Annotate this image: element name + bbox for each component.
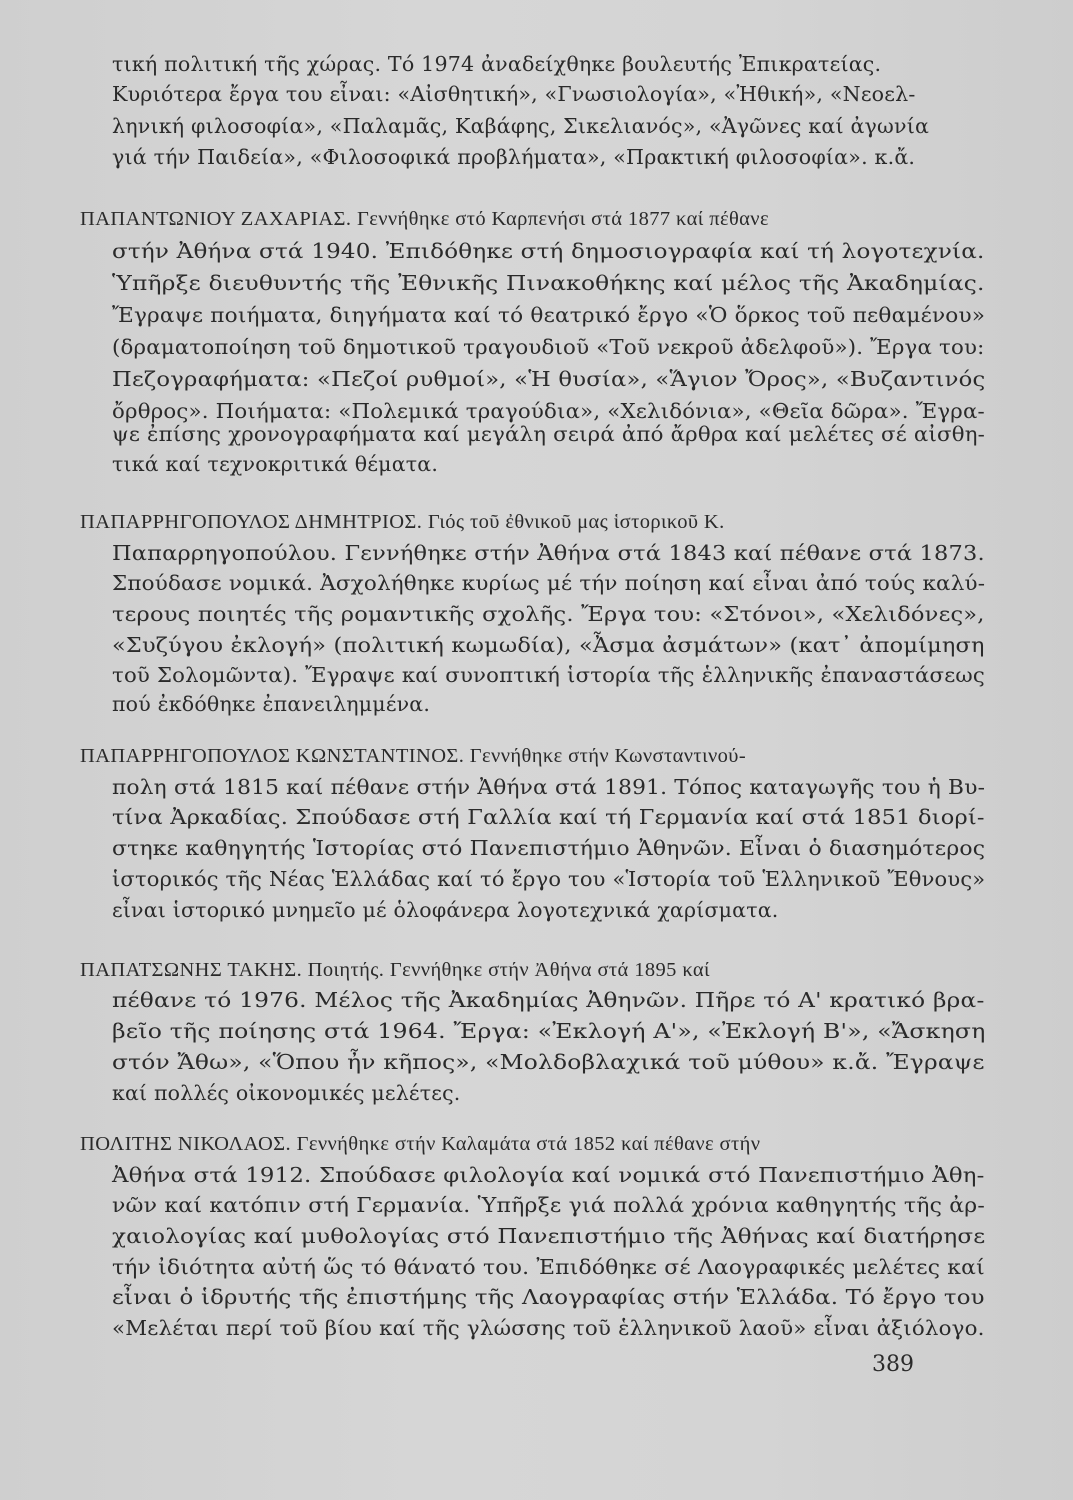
text-line: Παπαρρηγοπούλου. Γεννήθηκε στήν Ἀθήνα στά 1843 καί πέθανε στά 1873.	[112, 541, 985, 565]
text-line: πού ἐκδόθηκε ἐπανειλημμένα.	[112, 692, 431, 716]
entry-heading-line: ΠΑΠΑΡΡΗΓΟΠΟΥΛΟΣ ΚΩΝΣΤΑΝΤΙΝΟΣ. Γεννήθηκε στήν Κωνσταντινού-	[80, 745, 747, 767]
text-line: (δραματοποίηση τοῦ δημοτικοῦ τραγουδιοῦ «Τοῦ νεκροῦ ἀδελφοῦ»). Ἔργα του:	[112, 335, 985, 359]
text-line: τικά καί τεχνοκριτικά θέματα.	[112, 452, 439, 476]
text-line: εἶναι ὁ ἱδρυτής τῆς ἐπιστήμης τῆς Λαογραφίας στήν Ἑλλάδα. Τό ἔργο του	[112, 1285, 985, 1309]
text-line: «Μελέται περί τοῦ βίου καί τῆς γλώσσης τοῦ ἑλληνικοῦ λαοῦ» εἶναι ἀξιόλογο.	[112, 1316, 985, 1340]
text-line: ἱστορικός τῆς Νέας Ἑλλάδας καί τό ἔργο του «Ἱστορία τοῦ Ἑλληνικοῦ Ἔθνους»	[112, 867, 986, 891]
text-line: στήν Ἀθήνα στά 1940. Ἐπιδόθηκε στή δημοσιογραφία καί τή λογοτεχνία.	[112, 239, 985, 263]
text-line: χαιολογίας καί μυθολογίας στό Πανεπιστήμιο τῆς Ἀθήνας καί διατήρησε	[112, 1224, 986, 1248]
text-line: Κυριότερα ἔργα του εἶναι: «Αἰσθητική», «Γνωσιολογία», «Ἠθική», «Νεοελ-	[112, 82, 916, 106]
text-line: Σπούδασε νομικά. Ἀσχολήθηκε κυρίως μέ τήν ποίηση καί εἶναι ἀπό τούς καλύ-	[112, 571, 986, 595]
entry-heading-line: ΠΑΠΑΤΣΩΝΗΣ ΤΑΚΗΣ. Ποιητής. Γεννήθηκε στήν Ἀθήνα στά 1895 καί	[80, 959, 710, 981]
text-line: τήν ἰδιότητα αὐτή ὥς τό θάνατό του. Ἐπιδόθηκε σέ Λαογραφικές μελέτες καί	[112, 1255, 985, 1279]
text-line: Ὑπῆρξε διευθυντής τῆς Ἐθνικῆς Πινακοθήκης καί μέλος τῆς Ἀκαδημίας.	[112, 271, 985, 295]
text-line: πολη στά 1815 καί πέθανε στήν Ἀθήνα στά 1891. Τόπος καταγωγῆς του ἡ Βυ-	[112, 775, 986, 799]
text-line: τοῦ Σολομῶντα). Ἔγραψε καί συνοπτική ἱστορία τῆς ἑλληνικῆς ἐπαναστάσεως	[112, 663, 986, 687]
text-line: ληνική φιλοσοφία», «Παλαμᾶς, Καβάφης, Σικελιανός», «Ἀγῶνες καί ἀγωνία	[112, 114, 930, 138]
text-line: εἶναι ἱστορικό μνημεῖο μέ ὁλοφάνερα λογοτεχνικά χαρίσματα.	[112, 898, 779, 922]
entry-heading-line: ΠΑΠΑΡΡΗΓΟΠΟΥΛΟΣ ΔΗΜΗΤΡΙΟΣ. Γιός τοῦ ἐθνικοῦ μας ἱστορικοῦ Κ.	[80, 511, 725, 533]
text-line: τερους ποιητές τῆς ρομαντικῆς σχολῆς. Ἔργα του: «Στόνοι», «Χελιδόνες»,	[112, 602, 985, 626]
text-line: Ἔγραψε ποιήματα, διηγήματα καί τό θεατρικό ἔργο «Ὁ ὅρκος τοῦ πεθαμένου»	[112, 303, 986, 327]
text-line: στόν Ἄθω», «Ὅπου ἦν κῆπος», «Μολδοβλαχικά τοῦ μύθου» κ.ἄ. Ἔγραψε	[112, 1050, 985, 1074]
text-line: Ἀθήνα στά 1912. Σπούδασε φιλολογία καί νομικά στό Πανεπιστήμιο Ἀθη-	[112, 1163, 985, 1187]
text-line: στηκε καθηγητής Ἱστορίας στό Πανεπιστήμιο Ἀθηνῶν. Εἶναι ὁ διασημότερος	[112, 836, 986, 860]
text-line: τίνα Ἀρκαδίας. Σπούδασε στή Γαλλία καί τή Γερμανία καί στά 1851 διορί-	[112, 805, 985, 829]
entry-heading-line: ΠΟΛΙΤΗΣ ΝΙΚΟΛΑΟΣ. Γεννήθηκε στήν Καλαμάτα στά 1852 καί πέθανε στήν	[80, 1133, 761, 1155]
text-line: ψε ἐπίσης χρονογραφήματα καί μεγάλη σειρά ἀπό ἄρθρα καί μελέτες σέ αἰσθη-	[112, 422, 986, 446]
text-line: τική πολιτική τῆς χώρας. Τό 1974 ἀναδείχθηκε βουλευτής Ἐπικρατείας.	[112, 52, 882, 76]
text-line: νῶν καί κατόπιν στή Γερμανία. Ὑπῆρξε γιά πολλά χρόνια καθηγητής τῆς ἀρ-	[112, 1193, 986, 1217]
text-line: πέθανε τό 1976. Μέλος τῆς Ἀκαδημίας Ἀθηνῶν. Πῆρε τό Α' κρατικό βρα-	[112, 988, 985, 1012]
text-line: γιά τήν Παιδεία», «Φιλοσοφικά προβλήματα», «Πρακτική φιλοσοφία». κ.ἄ.	[112, 145, 916, 169]
text-line: καί πολλές οἰκονομικές μελέτες.	[112, 1081, 461, 1105]
text-line: Πεζογραφήματα: «Πεζοί ρυθμοί», «Ἡ θυσία», «Ἅγιον Ὄρος», «Βυζαντινός	[112, 367, 986, 391]
text-line: βεῖο τῆς ποίησης στά 1964. Ἔργα: «Ἐκλογή Α'», «Ἐκλογή Β'», «Ἄσκηση	[112, 1019, 986, 1043]
text-line: ὄρθρος». Ποιήματα: «Πολεμικά τραγούδια», «Χελιδόνια», «Θεῖα δῶρα». Ἔγρα-	[112, 399, 985, 423]
text-line: «Συζύγου ἐκλογή» (πολιτική κωμωδία), «Ἆσμα ἀσμάτων» (κατ᾽ ἀπομίμηση	[112, 633, 985, 657]
entry-heading-line: ΠΑΠΑΝΤΩΝΙΟΥ ΖΑΧΑΡΙΑΣ. Γεννήθηκε στό Καρπενήσι στά 1877 καί πέθανε	[80, 208, 769, 230]
page-number: 389	[872, 1352, 914, 1377]
